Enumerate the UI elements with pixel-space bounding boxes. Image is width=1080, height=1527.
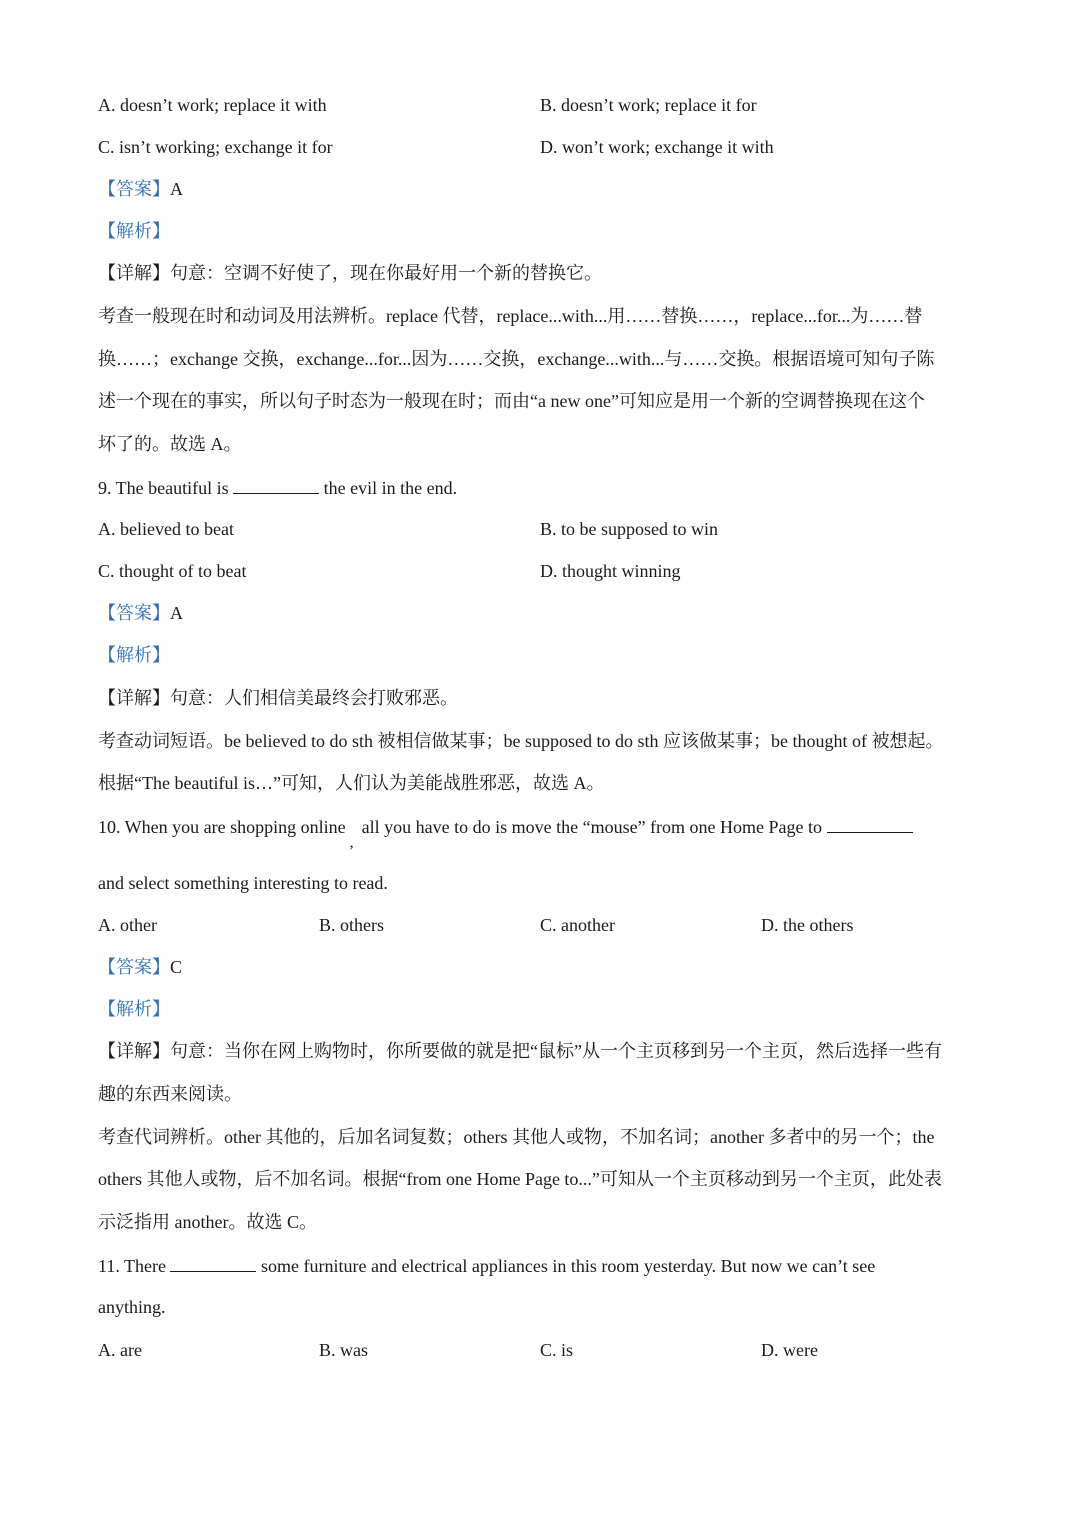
q9-stem-after: the evil in the end. [319,478,458,498]
q9-option-c: C. thought of to beat [98,561,247,581]
q11-option-b: B. was [319,1340,368,1360]
q8-option-a: A. doesn’t work; replace it with [98,95,327,115]
q10-option-b: B. others [319,915,384,935]
detail-text: 句意：空调不好使了，现在你最好用一个新的替换它。 [170,263,602,283]
q9-stem [98,475,457,500]
q10-stem-line-1 [98,814,913,851]
q8-answer [98,177,183,201]
q9-option-a: A. believed to beat [98,519,234,539]
q10-stem-comma: , [349,834,354,851]
q10-stem-before: 10. When you are shopping online [98,817,346,837]
q10-stem-line-2: and select something interesting to read. [98,873,388,893]
answer-value: A [170,603,183,623]
q8-explanation-line-2: 换……；exchange 交换，exchange...for...因为……交换，exchange...with...与……交换。根据语境可知句子陈 [98,349,935,369]
q10-stem-after: all you have to do is move the “mouse” from one Home Page to [361,817,827,837]
q8-option-b: B. doesn’t work; replace it for [540,95,757,115]
q11-stem-after: some furniture and electrical appliances in this room yesterday. But now we can’t see [256,1256,876,1276]
q10-detail-line-2: 趣的东西来阅读。 [98,1084,242,1104]
q8-option-d: D. won’t work; exchange it with [540,137,774,157]
answer-blank [233,475,319,494]
q9-stem-before: 9. The beautiful is [98,478,234,498]
q10-detail-line-1 [98,1039,942,1063]
answer-value: A [170,179,183,199]
q11-option-d: D. were [761,1340,818,1360]
q9-analysis-tag: 【解析】 [98,645,170,665]
q8-option-c: C. isn’t working; exchange it for [98,137,333,157]
q10-explanation-line-2: others 其他人或物，后不加名词。根据“from one Home Page to...”可知从一个主页移动到另一个主页，此处表 [98,1169,942,1189]
q11-stem-before: 11. There [98,1256,171,1276]
q9-detail [98,686,458,710]
q11-stem-line-2: anything. [98,1297,166,1317]
q9-option-d: D. thought winning [540,561,681,581]
q10-option-d: D. the others [761,915,854,935]
answer-blank [827,814,913,833]
answer-tag: 【答案】 [98,957,170,977]
detail-tag: 【详解】 [98,688,170,708]
q10-option-a: A. other [98,915,157,935]
detail-text: 句意：当你在网上购物时，你所要做的就是把“鼠标”从一个主页移到另一个主页，然后选择一些有 [170,1041,942,1061]
q8-explanation-line-1: 考查一般现在时和动词及用法辨析。replace 代替，replace...with...用……替换……，replace...for...为……替 [98,306,923,326]
q8-detail [98,261,602,285]
q10-analysis-tag: 【解析】 [98,999,170,1019]
q10-answer [98,955,182,979]
q9-answer [98,601,183,625]
q8-explanation-line-4: 坏了的。故选 A。 [98,434,242,454]
q11-option-a: A. are [98,1340,142,1360]
q9-option-b: B. to be supposed to win [540,519,718,539]
detail-tag: 【详解】 [98,1041,170,1061]
detail-text: 句意：人们相信美最终会打败邪恶。 [170,688,458,708]
answer-tag: 【答案】 [98,603,170,623]
q9-explanation-line-1: 考查动词短语。be believed to do sth 被相信做某事；be supposed to do sth 应该做某事；be thought of 被想起。 [98,731,944,751]
q11-stem-line-1 [98,1253,875,1278]
answer-blank [170,1253,256,1272]
q9-explanation-line-2: 根据“The beautiful is…”可知，人们认为美能战胜邪恶，故选 A。 [98,773,605,793]
q8-explanation-line-3: 述一个现在的事实，所以句子时态为一般现在时；而由“a new one”可知应是用一个新的空调替换现在这个 [98,391,925,411]
answer-value: C [170,957,183,977]
q10-explanation-line-1: 考查代词辨析。other 其他的，后加名词复数；others 其他人或物，不加名词；another 多者中的另一个；the [98,1127,935,1147]
answer-tag: 【答案】 [98,179,170,199]
q11-option-c: C. is [540,1340,574,1360]
q10-option-c: C. another [540,915,615,935]
q8-analysis-tag: 【解析】 [98,221,170,241]
detail-tag: 【详解】 [98,263,170,283]
q10-explanation-line-3: 示泛指用 another。故选 C。 [98,1212,317,1232]
